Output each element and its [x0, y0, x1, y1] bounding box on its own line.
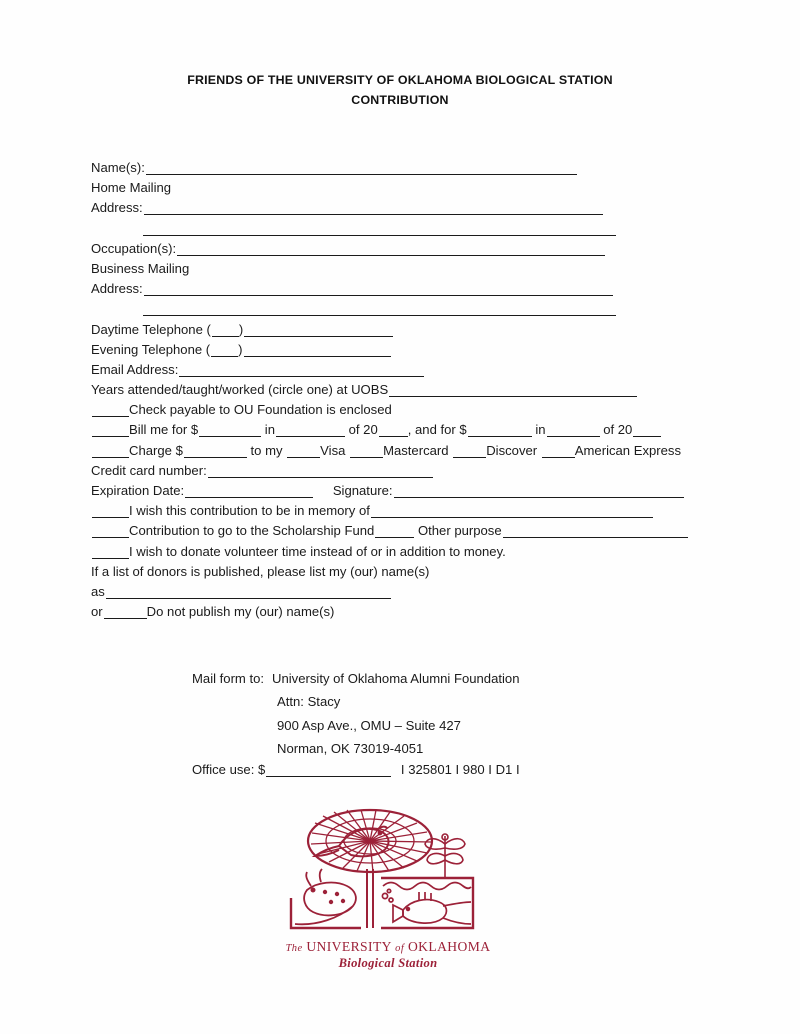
- donor-list-label: If a list of donors is published, please list my (our) name(s): [91, 563, 430, 579]
- office-use-codes: I 325801 I 980 I D1 I: [400, 762, 520, 777]
- field-row-home-address-2: [91, 219, 706, 239]
- field-row-business-address-2: [91, 299, 706, 319]
- field-row-evening-phone: [91, 340, 706, 360]
- email-label: Email Address:: [91, 361, 179, 377]
- occupation-label: Occupation(s):: [91, 240, 177, 256]
- name-input-line[interactable]: [146, 163, 577, 175]
- signature-label: Signature:: [332, 483, 393, 498]
- field-row-check-enclosed: [91, 400, 706, 420]
- bill-me-label-3: of 20: [348, 422, 378, 438]
- mail-to-block: [192, 667, 519, 761]
- do-not-publish-label: Do not publish my (our) name(s): [146, 604, 335, 620]
- check-enclosed-checkbox-line[interactable]: [92, 405, 129, 417]
- scholarship-checkbox-line[interactable]: [92, 526, 129, 538]
- logo-wordmark: [277, 939, 499, 971]
- bill-me-month-line-2[interactable]: [547, 425, 600, 437]
- field-row-name: [91, 158, 706, 178]
- logo-line-1: [277, 939, 499, 955]
- card-discover-label: Discover: [486, 442, 538, 458]
- publish-as-label: as: [91, 583, 105, 599]
- logo-university: UNIVERSITY: [302, 939, 396, 954]
- field-row-bill-me: [91, 420, 706, 440]
- field-row-expiration-signature: [91, 481, 706, 501]
- years-attended-label: Years attended/taught/worked (circle one) at UOBS: [91, 382, 389, 398]
- title-line-2: CONTRIBUTION: [351, 93, 449, 107]
- charge-label-1: Charge $: [129, 442, 183, 458]
- title-line-1: FRIENDS OF THE UNIVERSITY OF OKLAHOMA BIOLOGICAL STATION: [187, 73, 613, 87]
- field-row-do-not-publish: [91, 602, 706, 622]
- daytime-phone-input-line[interactable]: [244, 325, 393, 337]
- evening-phone-paren: ): [238, 341, 243, 357]
- business-mailing-label-row: [91, 259, 706, 279]
- volunteer-label: I wish to donate volunteer time instead of or in addition to money.: [129, 543, 506, 559]
- card-visa-label: Visa: [320, 442, 346, 458]
- bill-me-month-line-1[interactable]: [276, 425, 345, 437]
- bill-me-year-line-2[interactable]: [633, 425, 661, 437]
- logo-of: of: [395, 943, 405, 954]
- uobs-logo: [277, 806, 499, 976]
- home-address-input-line-2[interactable]: [143, 224, 616, 236]
- email-input-line[interactable]: [179, 365, 424, 377]
- other-purpose-label: Other purpose: [417, 523, 502, 539]
- daytime-phone-area-code-line[interactable]: [212, 325, 239, 337]
- home-address-label: Address:: [91, 200, 143, 216]
- charge-amount-line[interactable]: [184, 446, 247, 458]
- field-row-scholarship: [91, 521, 706, 541]
- scholarship-input-line[interactable]: [375, 526, 414, 538]
- expiration-date-label: Expiration Date:: [91, 483, 185, 498]
- name-label: Name(s):: [91, 160, 145, 175]
- field-row-daytime-phone: [91, 320, 706, 340]
- tree-trunk: [367, 869, 373, 928]
- bill-me-label-4: , and for $: [407, 422, 467, 438]
- daytime-phone-paren: ): [238, 321, 244, 337]
- years-attended-input-line[interactable]: [389, 385, 637, 397]
- mail-to-row-1: [192, 667, 519, 690]
- memory-of-input-line[interactable]: [371, 506, 653, 518]
- memory-of-checkbox-line[interactable]: [92, 506, 129, 518]
- card-amex-label: American Express: [574, 442, 682, 458]
- mail-to-row-3: [192, 714, 519, 737]
- evening-phone-label: Evening Telephone (: [91, 341, 211, 357]
- office-use-amount-line[interactable]: [266, 765, 391, 777]
- charge-label-2: to my: [250, 442, 283, 458]
- donor-list-label-row: [91, 562, 706, 582]
- field-row-email: [91, 360, 706, 380]
- volunteer-checkbox-line[interactable]: [92, 547, 129, 559]
- do-not-publish-checkbox-line[interactable]: [104, 607, 147, 619]
- field-row-memory-of: [91, 501, 706, 521]
- mail-to-line-4: Norman, OK 73019-4051: [277, 741, 424, 757]
- check-enclosed-label: Check payable to OU Foundation is enclosed: [129, 402, 392, 418]
- field-row-home-address: [91, 198, 706, 218]
- tree-icon: [308, 810, 432, 928]
- credit-card-number-input-line[interactable]: [208, 466, 433, 478]
- home-mailing-label: Home Mailing: [91, 180, 172, 196]
- mail-to-line-2: Attn: Stacy: [277, 694, 341, 710]
- bill-me-label-6: of 20: [603, 422, 633, 438]
- card-amex-checkbox-line[interactable]: [542, 446, 575, 458]
- card-mastercard-label: Mastercard: [383, 442, 449, 458]
- logo-line-2: Biological Station: [338, 956, 438, 970]
- evening-phone-area-code-line[interactable]: [211, 345, 238, 357]
- field-row-charge: [91, 441, 706, 461]
- uobs-logo-artwork: [277, 806, 499, 946]
- bill-me-amount-line-1[interactable]: [199, 425, 261, 437]
- field-row-credit-card-number: [91, 461, 706, 481]
- field-row-publish-as: [91, 582, 706, 602]
- bill-me-amount-line-2[interactable]: [468, 425, 532, 437]
- bill-me-label-1: Bill me for $: [129, 422, 199, 438]
- scholarship-label: Contribution to go to the Scholarship Fund: [129, 523, 375, 539]
- mail-to-lead-label: Mail form to:: [192, 671, 265, 686]
- lizard-icon: [295, 869, 356, 924]
- bill-me-label-2: in: [264, 422, 275, 438]
- logo-oklahoma: OKLAHOMA: [404, 939, 491, 954]
- card-discover-checkbox-line[interactable]: [453, 446, 486, 458]
- bill-me-label-5: in: [535, 422, 546, 438]
- signature-input-line[interactable]: [394, 486, 684, 498]
- expiration-date-input-line[interactable]: [185, 486, 313, 498]
- daytime-phone-label: Daytime Telephone (: [91, 321, 211, 337]
- field-row-years-attended: [91, 380, 706, 400]
- bill-me-checkbox-line[interactable]: [92, 425, 129, 437]
- fish-icon: [382, 889, 471, 924]
- mail-to-row-4: [192, 737, 519, 760]
- bill-me-year-line-1[interactable]: [379, 425, 408, 437]
- business-address-input-line-2[interactable]: [143, 304, 616, 316]
- charge-checkbox-line[interactable]: [92, 446, 129, 458]
- other-purpose-input-line[interactable]: [503, 526, 688, 538]
- office-use-label: Office use: $: [192, 762, 266, 777]
- credit-card-number-label: Credit card number:: [91, 462, 207, 478]
- contribution-form: [91, 158, 706, 622]
- card-mastercard-checkbox-line[interactable]: [350, 446, 383, 458]
- occupation-input-line[interactable]: [177, 244, 605, 256]
- home-mailing-label-row: [91, 178, 706, 198]
- card-visa-checkbox-line[interactable]: [287, 446, 320, 458]
- field-row-business-address: [91, 279, 706, 299]
- field-row-occupation: [91, 239, 706, 259]
- field-row-volunteer: [91, 542, 706, 562]
- mail-to-line-1: University of Oklahoma Alumni Foundation: [272, 671, 520, 686]
- office-use-row: [192, 760, 520, 780]
- memory-of-label: I wish this contribution to be in memory of: [129, 503, 370, 519]
- publish-as-input-line[interactable]: [106, 587, 391, 599]
- evening-phone-input-line[interactable]: [244, 345, 391, 357]
- business-mailing-label: Business Mailing: [91, 260, 190, 276]
- logo-the: The: [285, 943, 303, 954]
- business-address-input-line-1[interactable]: [144, 284, 613, 296]
- business-address-label: Address:: [91, 281, 143, 297]
- home-address-input-line-1[interactable]: [144, 203, 603, 215]
- or-label: or: [91, 604, 103, 620]
- page-title: [0, 70, 800, 110]
- mail-to-row-2: [192, 690, 519, 713]
- mail-to-line-3: 900 Asp Ave., OMU – Suite 427: [277, 717, 461, 733]
- water-waves-icon: [383, 883, 471, 890]
